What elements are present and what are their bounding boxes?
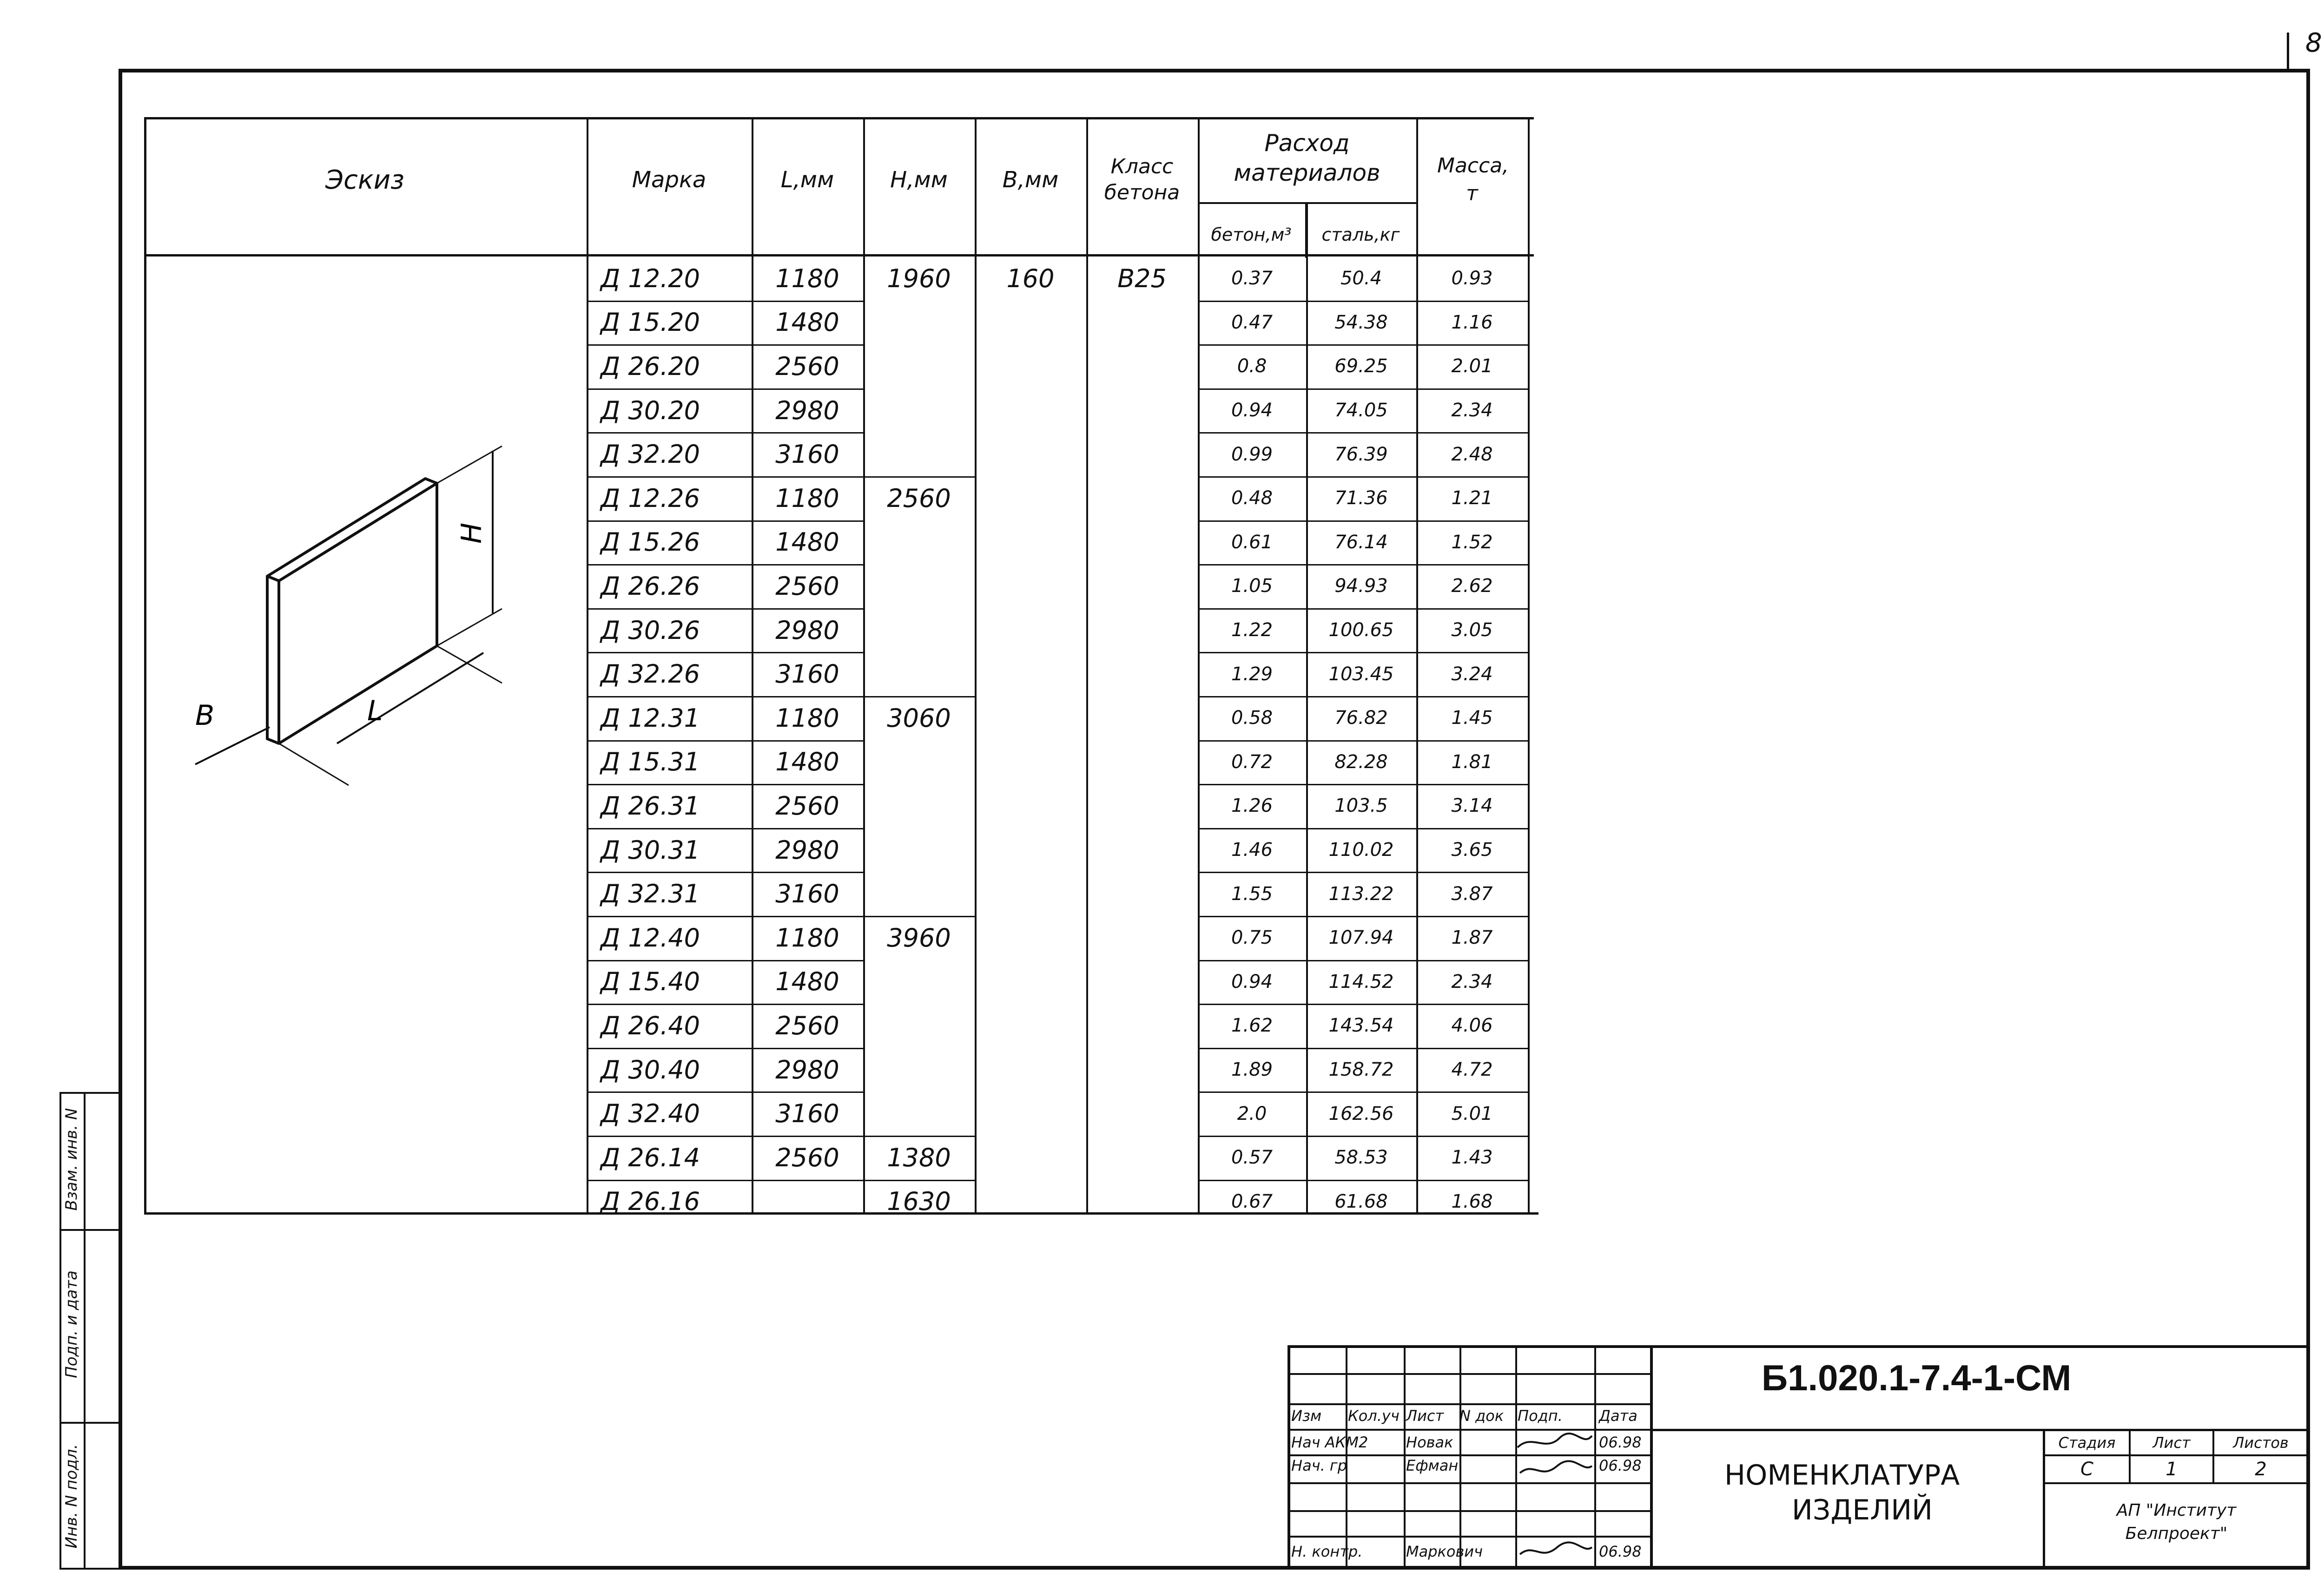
cell-mass: 2.62 bbox=[1451, 575, 1493, 597]
row-separator bbox=[587, 1048, 863, 1049]
cell-cls bbox=[1086, 1091, 1198, 1136]
cell-mark: Д 15.20 bbox=[601, 308, 700, 337]
panel-sketch bbox=[177, 418, 539, 799]
cell-H bbox=[863, 960, 975, 1004]
row-separator bbox=[587, 520, 863, 522]
cell-cls bbox=[1086, 301, 1198, 345]
cell-B bbox=[975, 872, 1086, 916]
cell-B bbox=[975, 344, 1086, 388]
row-separator bbox=[587, 1180, 863, 1181]
cell-mass: 1.52 bbox=[1451, 531, 1493, 553]
header-consumption-mid bbox=[1305, 202, 1307, 258]
row-separator bbox=[1198, 784, 1528, 785]
cell-mass: 2.01 bbox=[1451, 355, 1493, 377]
cell-concrete: 1.62 bbox=[1231, 1015, 1273, 1037]
cell-cls bbox=[1086, 1136, 1198, 1180]
sheets-label: Листов bbox=[2233, 1434, 2289, 1452]
tb-r3-role: Н. контр. bbox=[1291, 1543, 1363, 1560]
row-separator bbox=[587, 476, 863, 478]
cell-mark: Д 15.40 bbox=[601, 967, 700, 997]
row-separator bbox=[1198, 344, 1528, 346]
cell-L: 2980 bbox=[775, 1055, 839, 1085]
tb-col-izm: Изм bbox=[1291, 1407, 1322, 1425]
cell-steel: 110.02 bbox=[1328, 839, 1394, 861]
cell-H bbox=[863, 1091, 975, 1136]
row-separator bbox=[1198, 740, 1528, 742]
tb-col-list: Лист bbox=[1406, 1407, 1444, 1425]
cell-mark: Д 26.40 bbox=[601, 1011, 700, 1040]
sketch-label-h: Н bbox=[456, 522, 488, 544]
cell-H: 1380 bbox=[887, 1143, 951, 1172]
cell-concrete: 0.61 bbox=[1231, 531, 1273, 553]
tb-col-podp: Подп. bbox=[1518, 1407, 1563, 1425]
cell-H bbox=[863, 344, 975, 388]
cell-concrete: 0.94 bbox=[1231, 971, 1273, 993]
cell-mark: Д 15.26 bbox=[601, 527, 700, 557]
cell-H: 1960 bbox=[887, 263, 951, 293]
cell-concrete: 0.72 bbox=[1231, 751, 1273, 773]
frame-right bbox=[2306, 69, 2310, 1570]
cell-cls bbox=[1086, 388, 1198, 433]
sheet-corner-number: 8 bbox=[2305, 28, 2322, 58]
side-stamp-inv-vzam: Взам. инв. N bbox=[62, 1108, 81, 1211]
cell-L: 3160 bbox=[775, 879, 839, 909]
row-separator bbox=[1198, 828, 1528, 829]
org-line2: Белпроект" bbox=[2125, 1524, 2228, 1543]
column-separator bbox=[1528, 117, 1530, 1215]
cell-mass: 1.43 bbox=[1451, 1147, 1493, 1169]
cell-concrete: 0.48 bbox=[1231, 487, 1273, 509]
cell-mass: 4.72 bbox=[1451, 1059, 1493, 1081]
cell-L: 1480 bbox=[775, 308, 839, 337]
group-separator bbox=[863, 1180, 975, 1181]
cell-concrete: 1.05 bbox=[1231, 575, 1273, 597]
cell-L: 2560 bbox=[775, 351, 839, 381]
cell-cls bbox=[1086, 916, 1198, 960]
header-mass bbox=[1416, 117, 1528, 243]
cell-B bbox=[975, 916, 1086, 960]
cell-steel: 100.65 bbox=[1328, 619, 1394, 641]
row-separator bbox=[1198, 1091, 1528, 1093]
cell-steel: 103.45 bbox=[1328, 663, 1394, 685]
cell-cls bbox=[1086, 1004, 1198, 1048]
cell-H bbox=[863, 520, 975, 565]
sheet-label: Лист bbox=[2152, 1434, 2191, 1452]
cell-concrete: 0.94 bbox=[1231, 400, 1273, 421]
cell-cls bbox=[1086, 872, 1198, 916]
cell-mark: Д 32.31 bbox=[601, 879, 700, 909]
cell-concrete: 1.46 bbox=[1231, 839, 1273, 861]
cell-B bbox=[975, 520, 1086, 565]
row-separator bbox=[587, 1136, 863, 1137]
row-separator bbox=[587, 301, 863, 302]
panel-side-face bbox=[267, 576, 279, 743]
cell-B bbox=[975, 1004, 1086, 1048]
sketch-label-b: В bbox=[195, 699, 215, 732]
cell-mass: 5.01 bbox=[1451, 1103, 1493, 1124]
cell-mass: 1.81 bbox=[1451, 751, 1493, 773]
org-line1: АП "Институт bbox=[2116, 1500, 2237, 1520]
cell-H bbox=[863, 784, 975, 828]
cell-mark: Д 26.20 bbox=[601, 351, 700, 381]
side-stamp-inv-podl: Инв. N подл. bbox=[62, 1444, 81, 1549]
cell-L: 1480 bbox=[775, 527, 839, 557]
cell-steel: 76.14 bbox=[1334, 531, 1388, 553]
cell-concrete: 2.0 bbox=[1237, 1103, 1267, 1124]
cell-L: 3160 bbox=[775, 659, 839, 689]
cell-mass: 2.34 bbox=[1451, 400, 1493, 421]
side-stamp-sign-date: Подп. и дата bbox=[62, 1270, 81, 1378]
tb-r1-date: 06.98 bbox=[1599, 1433, 1642, 1451]
cell-L: 1180 bbox=[775, 263, 839, 293]
cell-mass: 3.24 bbox=[1451, 663, 1493, 685]
tb-col-kol: Кол.уч bbox=[1348, 1407, 1400, 1425]
cell-L: 2560 bbox=[775, 571, 839, 601]
cell-mark: Д 30.31 bbox=[601, 835, 700, 865]
group-separator bbox=[863, 916, 975, 917]
cell-B bbox=[975, 564, 1086, 608]
header-steel: сталь,кг bbox=[1321, 224, 1400, 245]
cell-cls bbox=[1086, 564, 1198, 608]
header-mass-text: Масса, т bbox=[1437, 154, 1509, 205]
cell-H: 2560 bbox=[887, 483, 951, 513]
cell-concrete: 0.37 bbox=[1231, 268, 1273, 289]
row-separator bbox=[587, 1091, 863, 1093]
tb-grid-h bbox=[1287, 1373, 1650, 1375]
row-separator bbox=[587, 828, 863, 829]
cell-concrete: 1.89 bbox=[1231, 1059, 1273, 1081]
cell-cls bbox=[1086, 784, 1198, 828]
tb-r3-name: Маркович bbox=[1406, 1543, 1483, 1560]
cell-mass: 3.14 bbox=[1451, 795, 1493, 817]
cell-B bbox=[975, 1091, 1086, 1136]
group-separator bbox=[863, 476, 975, 478]
cell-cls bbox=[1086, 608, 1198, 652]
cell-concrete: 0.47 bbox=[1231, 311, 1273, 333]
cell-mark: Д 12.40 bbox=[601, 923, 700, 953]
cell-L: 2980 bbox=[775, 395, 839, 425]
row-separator bbox=[587, 696, 863, 697]
header-width: В,мм bbox=[1002, 167, 1059, 193]
header-height: Н,мм bbox=[890, 167, 948, 193]
row-separator bbox=[1198, 1048, 1528, 1049]
row-separator bbox=[587, 872, 863, 873]
cell-steel: 82.28 bbox=[1334, 751, 1388, 773]
cell-steel: 69.25 bbox=[1334, 355, 1388, 377]
tb-r1-name: Новак bbox=[1406, 1433, 1453, 1451]
cell-L: 3160 bbox=[775, 1099, 839, 1129]
cell-mark: Д 12.26 bbox=[601, 483, 700, 513]
row-separator bbox=[587, 388, 863, 390]
cell-steel: 61.68 bbox=[1334, 1190, 1388, 1212]
cell-cls bbox=[1086, 652, 1198, 696]
cell-mass: 4.06 bbox=[1451, 1015, 1493, 1037]
row-separator bbox=[1198, 960, 1528, 961]
cell-steel: 74.05 bbox=[1334, 400, 1388, 421]
cell-cls bbox=[1086, 432, 1198, 476]
dimension-b-line bbox=[195, 727, 270, 764]
row-separator bbox=[1198, 916, 1528, 917]
side-stamp-divider-h1 bbox=[59, 1229, 122, 1231]
row-separator bbox=[587, 740, 863, 742]
row-separator bbox=[1198, 301, 1528, 302]
row-separator bbox=[587, 608, 863, 610]
cell-H bbox=[863, 740, 975, 784]
cell-cls bbox=[1086, 344, 1198, 388]
cell-H bbox=[863, 1048, 975, 1092]
cell-cls bbox=[1086, 1048, 1198, 1092]
row-separator bbox=[587, 564, 863, 565]
cell-cls bbox=[1086, 696, 1198, 740]
cell-L: 3160 bbox=[775, 440, 839, 469]
cell-steel: 71.36 bbox=[1334, 487, 1388, 509]
cell-mark: Д 32.40 bbox=[601, 1099, 700, 1129]
header-concrete-class bbox=[1086, 117, 1198, 243]
cell-concrete: 0.57 bbox=[1231, 1147, 1273, 1169]
row-separator bbox=[1198, 1004, 1528, 1005]
cell-mass: 0.93 bbox=[1451, 268, 1493, 289]
cell-steel: 103.5 bbox=[1334, 795, 1388, 817]
cell-steel: 50.4 bbox=[1340, 268, 1382, 289]
cell-mass: 2.48 bbox=[1451, 443, 1493, 465]
tb-r2-date: 06.98 bbox=[1599, 1457, 1642, 1474]
header-consumption bbox=[1198, 117, 1416, 198]
cell-H: 3060 bbox=[887, 703, 951, 733]
cell-B bbox=[975, 828, 1086, 872]
cell-steel: 114.52 bbox=[1328, 971, 1394, 993]
cell-L: 2560 bbox=[775, 1143, 839, 1172]
group-separator bbox=[863, 696, 975, 697]
cell-B bbox=[975, 960, 1086, 1004]
cell-mark: Д 26.16 bbox=[601, 1187, 700, 1216]
cell-mass: 1.45 bbox=[1451, 707, 1493, 729]
cell-concrete: 0.8 bbox=[1237, 355, 1267, 377]
cell-L: 1180 bbox=[775, 703, 839, 733]
cell-H bbox=[863, 608, 975, 652]
cell-mass: 2.34 bbox=[1451, 971, 1493, 993]
doc-title-line2: ИЗДЕЛИЙ bbox=[1792, 1494, 1933, 1526]
stage-value: С bbox=[2080, 1459, 2093, 1480]
cell-mark: Д 30.26 bbox=[601, 615, 700, 645]
tb-grid-v bbox=[1650, 1345, 1652, 1570]
row-separator bbox=[587, 784, 863, 785]
row-separator bbox=[1198, 652, 1528, 653]
cell-L: 2980 bbox=[775, 615, 839, 645]
cell-B bbox=[975, 740, 1086, 784]
sheets-value: 2 bbox=[2255, 1459, 2267, 1480]
cell-H bbox=[863, 388, 975, 433]
doc-title-line1: НОМЕНКЛАТУРА bbox=[1724, 1459, 1960, 1492]
cell-L: 1480 bbox=[775, 747, 839, 777]
row-separator bbox=[587, 916, 863, 917]
cell-steel: 54.38 bbox=[1334, 311, 1388, 333]
row-separator bbox=[1198, 476, 1528, 478]
cell-B bbox=[975, 476, 1086, 520]
cell-B: 160 bbox=[1006, 263, 1055, 293]
cell-B bbox=[975, 608, 1086, 652]
cell-B bbox=[975, 388, 1086, 433]
cell-H bbox=[863, 652, 975, 696]
cell-concrete: 1.29 bbox=[1231, 663, 1273, 685]
cell-mass: 1.68 bbox=[1451, 1190, 1493, 1212]
header-sketch: Эскиз bbox=[325, 164, 404, 195]
tb-grid-h bbox=[1287, 1403, 1650, 1405]
cell-mark: Д 26.14 bbox=[601, 1143, 700, 1172]
row-separator bbox=[1198, 388, 1528, 390]
tb-r2-name: Ефман bbox=[1406, 1457, 1459, 1474]
row-separator bbox=[1198, 1180, 1528, 1181]
row-separator bbox=[1198, 520, 1528, 522]
cell-L: 1480 bbox=[775, 967, 839, 997]
tb-col-data: Дата bbox=[1599, 1407, 1637, 1425]
cell-L: 2560 bbox=[775, 791, 839, 821]
cell-B bbox=[975, 784, 1086, 828]
cell-H bbox=[863, 828, 975, 872]
cell-steel: 143.54 bbox=[1328, 1015, 1394, 1037]
cell-concrete: 0.67 bbox=[1231, 1190, 1273, 1212]
row-separator bbox=[1198, 564, 1528, 565]
cell-L: 1180 bbox=[775, 483, 839, 513]
cell-mass: 3.87 bbox=[1451, 883, 1493, 905]
corner-tick bbox=[2287, 33, 2289, 70]
cell-mark: Д 15.31 bbox=[601, 747, 700, 777]
row-separator bbox=[587, 432, 863, 434]
cell-mark: Д 26.31 bbox=[601, 791, 700, 821]
row-separator bbox=[1198, 1136, 1528, 1137]
cell-cls bbox=[1086, 740, 1198, 784]
cell-mark: Д 32.20 bbox=[601, 440, 700, 469]
group-separator bbox=[863, 1136, 975, 1137]
sketch-label-l: L bbox=[367, 695, 383, 727]
cell-concrete: 0.58 bbox=[1231, 707, 1273, 729]
cell-steel: 94.93 bbox=[1334, 575, 1388, 597]
header-length: L,мм bbox=[780, 167, 834, 193]
cell-B bbox=[975, 1180, 1086, 1224]
header-mark: Марка bbox=[632, 167, 706, 193]
row-separator bbox=[1198, 432, 1528, 434]
cell-mark: Д 12.31 bbox=[601, 703, 700, 733]
tb-divider-stage-h2 bbox=[2043, 1482, 2310, 1484]
signature-marks bbox=[1513, 1429, 1597, 1568]
header-concrete-volume: бетон,м³ bbox=[1211, 224, 1292, 245]
cell-concrete: 0.75 bbox=[1231, 927, 1273, 949]
cell-cls bbox=[1086, 1180, 1198, 1224]
row-separator bbox=[587, 1004, 863, 1005]
side-stamp-divider-v bbox=[84, 1092, 86, 1570]
row-separator bbox=[587, 344, 863, 346]
cell-H bbox=[863, 301, 975, 345]
cell-cls bbox=[1086, 828, 1198, 872]
row-separator bbox=[587, 652, 863, 653]
cell-mark: Д 32.26 bbox=[601, 659, 700, 689]
cell-H bbox=[863, 564, 975, 608]
tb-r2-role: Нач. гр bbox=[1291, 1457, 1347, 1474]
row-separator bbox=[587, 960, 863, 961]
cell-steel: 162.56 bbox=[1328, 1103, 1394, 1124]
stage-label: Стадия bbox=[2058, 1434, 2116, 1452]
cell-H bbox=[863, 872, 975, 916]
cell-H bbox=[863, 1004, 975, 1048]
cell-mark: Д 30.20 bbox=[601, 395, 700, 425]
cell-B bbox=[975, 652, 1086, 696]
cell-L: 2980 bbox=[775, 835, 839, 865]
cell-cls bbox=[1086, 476, 1198, 520]
cell-cls bbox=[1086, 520, 1198, 565]
header-consumption-divider bbox=[1198, 202, 1416, 204]
table-border-left bbox=[144, 117, 146, 1214]
row-separator bbox=[1198, 872, 1528, 873]
cell-B bbox=[975, 432, 1086, 476]
cell-L: 2560 bbox=[775, 1011, 839, 1040]
cell-steel: 158.72 bbox=[1328, 1059, 1394, 1081]
cell-B bbox=[975, 1136, 1086, 1180]
cell-steel: 107.94 bbox=[1328, 927, 1394, 949]
cell-B bbox=[975, 301, 1086, 345]
cell-concrete: 0.99 bbox=[1231, 443, 1273, 465]
cell-H bbox=[863, 432, 975, 476]
cell-mark: Д 30.40 bbox=[601, 1055, 700, 1085]
doc-code: Б1.020.1-7.4-1-СМ bbox=[1762, 1357, 2072, 1398]
cell-mass: 1.21 bbox=[1451, 487, 1493, 509]
cell-H: 3960 bbox=[887, 923, 951, 953]
cell-mark: Д 12.20 bbox=[601, 263, 700, 293]
tb-r1-role: Нач АКМ2 bbox=[1291, 1433, 1368, 1451]
header-consumption-text: Расход материалов bbox=[1234, 129, 1380, 186]
cell-H: 1630 bbox=[887, 1187, 951, 1216]
cell-cls bbox=[1086, 960, 1198, 1004]
cell-B bbox=[975, 696, 1086, 740]
sheet-value: 1 bbox=[2166, 1459, 2178, 1480]
frame-top bbox=[119, 69, 2310, 72]
side-stamp-divider-h2 bbox=[59, 1422, 122, 1424]
cell-steel: 58.53 bbox=[1334, 1147, 1388, 1169]
cell-mass: 3.05 bbox=[1451, 619, 1493, 641]
cell-concrete: 1.26 bbox=[1231, 795, 1273, 817]
cell-concrete: 1.22 bbox=[1231, 619, 1273, 641]
cell-steel: 76.39 bbox=[1334, 443, 1388, 465]
cell-steel: 113.22 bbox=[1328, 883, 1394, 905]
cell-L bbox=[752, 1180, 863, 1224]
cell-mass: 3.65 bbox=[1451, 839, 1493, 861]
header-concrete-class-text: Класс бетона bbox=[1104, 155, 1180, 204]
cell-mass: 1.87 bbox=[1451, 927, 1493, 949]
cell-mass: 1.16 bbox=[1451, 311, 1493, 333]
cell-cls: В25 bbox=[1117, 263, 1167, 293]
cell-steel: 76.82 bbox=[1334, 707, 1388, 729]
cell-L: 1180 bbox=[775, 923, 839, 953]
tb-col-ndoc: N док bbox=[1459, 1407, 1504, 1425]
tb-r3-date: 06.98 bbox=[1599, 1543, 1642, 1560]
row-separator bbox=[1198, 608, 1528, 610]
cell-mark: Д 26.26 bbox=[601, 571, 700, 601]
row-separator bbox=[1198, 696, 1528, 697]
cell-concrete: 1.55 bbox=[1231, 883, 1273, 905]
cell-B bbox=[975, 1048, 1086, 1092]
